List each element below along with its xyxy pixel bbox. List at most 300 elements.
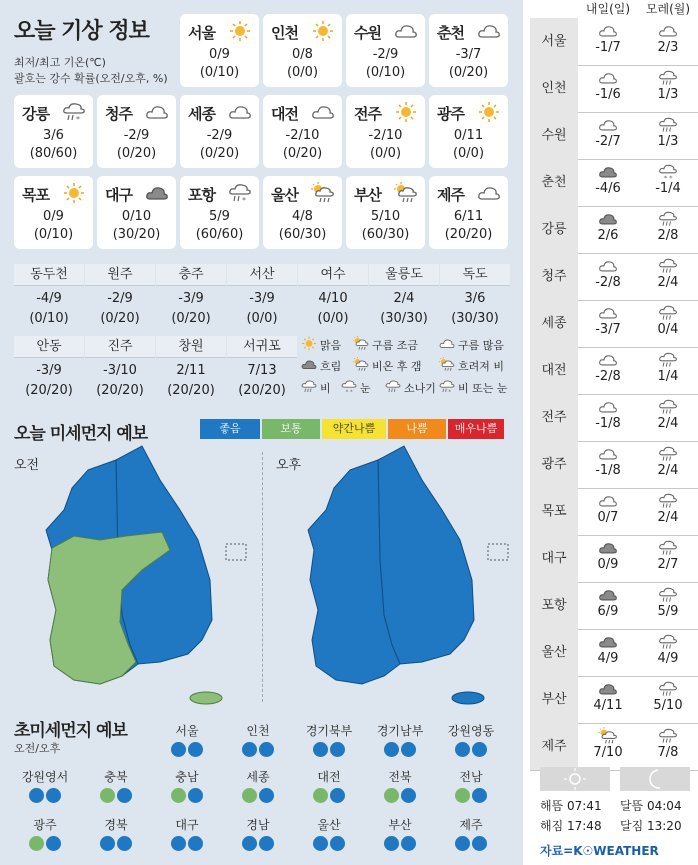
pm-region-name: 강원영서 bbox=[21, 770, 69, 784]
forecast-day1 bbox=[578, 163, 638, 197]
cell-temp: 2/4 bbox=[393, 291, 415, 306]
forecast-day2-temp: 1/3 bbox=[657, 134, 679, 149]
rain-icon bbox=[638, 633, 698, 651]
pm-region-name: 대구 bbox=[175, 818, 199, 832]
city-name: 강릉 bbox=[22, 105, 49, 123]
forecast-day2 bbox=[638, 163, 698, 197]
rain-icon bbox=[638, 116, 698, 134]
cell-prob: (20/20) bbox=[25, 383, 73, 398]
legend-item bbox=[352, 357, 422, 375]
forecast-city: 수원 bbox=[530, 112, 578, 159]
pm-am-dot bbox=[313, 742, 328, 757]
city-prob: (20/20) bbox=[444, 227, 493, 242]
pm-dots bbox=[440, 788, 502, 807]
city-temp: 0/9 bbox=[209, 47, 230, 62]
pm-region-name: 경기북부 bbox=[305, 724, 353, 738]
forecast-row bbox=[530, 253, 698, 301]
cell-prob: (30/30) bbox=[380, 311, 428, 326]
cloud-icon bbox=[578, 492, 638, 510]
pm-am-dot bbox=[384, 788, 399, 803]
table-cell bbox=[227, 264, 297, 332]
city-name: 제주 bbox=[437, 186, 464, 204]
forecast-day1 bbox=[578, 210, 638, 244]
sun-rain-icon bbox=[578, 727, 638, 745]
forecast-day2 bbox=[638, 633, 698, 667]
pm-pm-dot bbox=[401, 742, 416, 757]
pm-pm-dot bbox=[472, 836, 487, 851]
forecast-day1 bbox=[578, 22, 638, 56]
table-cell bbox=[14, 336, 84, 404]
forecast-day1 bbox=[578, 680, 638, 714]
cell-temp: -3/9 bbox=[249, 291, 275, 306]
forecast-day2-temp: 2/7 bbox=[657, 557, 679, 572]
cell-temp: 2/11 bbox=[176, 363, 206, 378]
forecast-row bbox=[530, 676, 698, 724]
forecast-city: 목포 bbox=[530, 488, 578, 535]
forecast-row bbox=[530, 394, 698, 442]
forecast-day2-temp: 2/4 bbox=[657, 510, 679, 525]
pm-am-dot bbox=[171, 742, 186, 757]
dark-cloud-icon bbox=[578, 586, 638, 604]
forecast-day1-temp: 0/7 bbox=[597, 510, 619, 525]
forecast-day1 bbox=[578, 398, 638, 432]
cell-temp: 7/13 bbox=[247, 363, 277, 378]
forecast-day1-temp: -2/7 bbox=[595, 134, 621, 149]
city-name: 대전 bbox=[271, 105, 298, 123]
dust-level: 좋음 bbox=[200, 419, 260, 439]
forecast-day1 bbox=[578, 116, 638, 150]
forecast-day2-temp: 2/4 bbox=[657, 463, 679, 478]
table-cell bbox=[227, 336, 297, 404]
pm-region-name: 부산 bbox=[388, 818, 412, 832]
legend-item bbox=[438, 357, 504, 375]
pm-region-name: 경북 bbox=[104, 818, 128, 832]
rain-icon bbox=[638, 539, 698, 557]
city-name: 울산 bbox=[271, 186, 298, 204]
city-temp: -2/9 bbox=[206, 128, 233, 143]
rain-snow-icon bbox=[61, 101, 87, 123]
sun-rain-icon bbox=[393, 182, 419, 204]
forecast-city: 강릉 bbox=[530, 206, 578, 253]
sun-outline-icon bbox=[540, 767, 610, 791]
forecast-day2 bbox=[638, 586, 698, 620]
pm-region-name: 대전 bbox=[317, 770, 341, 784]
city-card bbox=[263, 176, 342, 249]
pm-pm-dot bbox=[46, 788, 61, 803]
moonset-text: 달짐 13:20 bbox=[620, 819, 682, 833]
cloud-icon bbox=[578, 398, 638, 416]
city-prob: (0/0) bbox=[286, 65, 319, 80]
city-card bbox=[429, 95, 508, 168]
legend-label: 소나기 bbox=[404, 382, 436, 395]
pm-dots bbox=[156, 788, 218, 807]
city-card bbox=[346, 95, 425, 168]
pm-dots bbox=[440, 836, 502, 855]
rain-icon bbox=[638, 680, 698, 698]
temp-note: 최저/최고 기온(℃) bbox=[14, 56, 106, 69]
forecast-day2-temp: 2/4 bbox=[657, 416, 679, 431]
pm-pm-dot bbox=[330, 836, 345, 851]
forecast-day1 bbox=[578, 727, 638, 761]
city-temp: -2/10 bbox=[285, 128, 320, 143]
city-card bbox=[263, 14, 342, 87]
city-prob: (0/0) bbox=[369, 146, 402, 161]
forecast-day2 bbox=[638, 398, 698, 432]
cell-prob: (20/20) bbox=[96, 383, 144, 398]
cell-temp: -4/9 bbox=[36, 291, 62, 306]
city-prob: (60/60) bbox=[195, 227, 244, 242]
cloud-icon bbox=[638, 22, 698, 40]
pm-pm-dot bbox=[330, 788, 345, 803]
cloud-icon bbox=[438, 336, 456, 354]
pm-pm-dot bbox=[259, 788, 274, 803]
forecast-row bbox=[530, 582, 698, 630]
pm-region-name: 서울 bbox=[175, 724, 199, 738]
city-card bbox=[346, 14, 425, 87]
pm-region-name: 인천 bbox=[246, 724, 270, 738]
forecast-day1 bbox=[578, 539, 638, 573]
cloud-icon bbox=[310, 101, 336, 123]
rain-icon bbox=[384, 379, 402, 397]
city-card bbox=[263, 95, 342, 168]
pm-am-dot bbox=[455, 742, 470, 757]
city-prob: (0/20) bbox=[116, 146, 157, 161]
forecast-city: 포항 bbox=[530, 582, 578, 629]
forecast-day1-temp: -1/6 bbox=[595, 87, 621, 102]
forecast-row bbox=[530, 112, 698, 160]
forecast-day2 bbox=[638, 351, 698, 385]
dust-level: 약간나쁨 bbox=[322, 419, 386, 439]
forecast-row bbox=[530, 65, 698, 113]
cloud-icon bbox=[578, 351, 638, 369]
pm-region-name: 제주 bbox=[459, 818, 483, 832]
forecast-city: 전주 bbox=[530, 394, 578, 441]
cloud-icon bbox=[144, 101, 170, 123]
forecast-city: 울산 bbox=[530, 629, 578, 676]
pm-pm-dot bbox=[401, 788, 416, 803]
cell-temp: 3/6 bbox=[464, 291, 486, 306]
pm-pm-dot bbox=[117, 788, 132, 803]
city-prob: (0/20) bbox=[448, 65, 489, 80]
cloud-icon bbox=[578, 257, 638, 275]
cell-temp: -3/9 bbox=[36, 363, 62, 378]
legend-item bbox=[438, 336, 504, 354]
map-divider bbox=[262, 452, 263, 702]
forecast-day1-temp: -1/8 bbox=[595, 416, 621, 431]
right-panel bbox=[530, 0, 698, 865]
forecast-day2-temp: 1/3 bbox=[657, 87, 679, 102]
cell-prob: (0/20) bbox=[100, 311, 140, 326]
pm-pm-dot bbox=[472, 742, 487, 757]
forecast-day1-temp: -2/8 bbox=[595, 369, 621, 384]
moonrise-text: 달뜸 04:04 bbox=[620, 799, 682, 813]
forecast-row bbox=[530, 723, 698, 771]
cloud-icon bbox=[578, 22, 638, 40]
pm-region-name: 충남 bbox=[175, 770, 199, 784]
cell-temp: 4/10 bbox=[318, 291, 348, 306]
svg-text:*: * bbox=[242, 196, 246, 204]
pm-pm-dot bbox=[188, 742, 203, 757]
cloud-icon bbox=[578, 304, 638, 322]
forecast-day1 bbox=[578, 492, 638, 526]
legend-label: 구름 조금 bbox=[372, 339, 419, 352]
rain-icon bbox=[638, 492, 698, 510]
pm-pm-dot bbox=[330, 742, 345, 757]
forecast-day1 bbox=[578, 304, 638, 338]
cell-name: 충주 bbox=[156, 264, 226, 286]
forecast-day2-temp: 5/10 bbox=[653, 698, 683, 713]
pm-title: 초미세먼지 예보 bbox=[14, 721, 127, 741]
pm-pm-dot bbox=[117, 836, 132, 851]
forecast-day2-temp: 0/4 bbox=[657, 322, 679, 337]
forecast-day1-temp: -2/8 bbox=[595, 275, 621, 290]
cell-name: 동두천 bbox=[14, 264, 84, 286]
pm-am-dot bbox=[455, 836, 470, 851]
pm-am-dot bbox=[313, 788, 328, 803]
legend-label: 비온 후 갬 bbox=[372, 360, 422, 373]
forecast-day2 bbox=[638, 304, 698, 338]
city-name: 서울 bbox=[188, 24, 215, 42]
forecast-day2 bbox=[638, 116, 698, 150]
forecast-day2-temp: 4/9 bbox=[657, 651, 679, 666]
pm-region-name: 전남 bbox=[459, 770, 483, 784]
city-card bbox=[180, 95, 259, 168]
pm-region-name: 울산 bbox=[317, 818, 341, 832]
forecast-day2 bbox=[638, 210, 698, 244]
forecast-day1-temp: -1/8 bbox=[595, 463, 621, 478]
rain-icon bbox=[638, 586, 698, 604]
cell-name: 진주 bbox=[85, 336, 155, 358]
forecast-day2 bbox=[638, 492, 698, 526]
moon-outline-icon bbox=[620, 767, 690, 791]
cell-name: 원주 bbox=[85, 264, 155, 286]
city-name: 대구 bbox=[105, 186, 132, 204]
legend-item bbox=[438, 379, 508, 397]
city-name: 세종 bbox=[188, 105, 215, 123]
city-prob: (60/30) bbox=[361, 227, 410, 242]
city-prob: (0/0) bbox=[452, 146, 485, 161]
header-day1: 내일(일) bbox=[585, 2, 631, 16]
pm-am-dot bbox=[242, 788, 257, 803]
forecast-city: 춘천 bbox=[530, 159, 578, 206]
rain-icon bbox=[638, 69, 698, 87]
legend-item bbox=[300, 336, 341, 354]
pm-region-name: 전북 bbox=[388, 770, 412, 784]
pm-region-name: 세종 bbox=[246, 770, 270, 784]
city-name: 춘천 bbox=[437, 24, 464, 42]
pm-region-name: 광주 bbox=[33, 818, 57, 832]
city-name: 인천 bbox=[271, 24, 298, 42]
cell-name: 여수 bbox=[298, 264, 368, 286]
pm-dots bbox=[298, 836, 360, 855]
pm-am-dot bbox=[29, 788, 44, 803]
forecast-day1-temp: 6/9 bbox=[597, 604, 619, 619]
sun-box bbox=[540, 767, 610, 791]
city-temp: 3/6 bbox=[43, 128, 64, 143]
legend-label: 비 또는 눈 bbox=[458, 382, 508, 395]
city-temp: -2/10 bbox=[368, 128, 403, 143]
forecast-row bbox=[530, 488, 698, 536]
cell-prob: (0/0) bbox=[317, 311, 349, 326]
city-temp: 5/9 bbox=[209, 209, 230, 224]
ulleung-box-am bbox=[226, 544, 246, 560]
forecast-day2-temp: 1/4 bbox=[657, 369, 679, 384]
pm-pm-dot bbox=[472, 788, 487, 803]
forecast-row bbox=[530, 629, 698, 677]
forecast-row bbox=[530, 18, 698, 66]
cloud-icon bbox=[393, 20, 419, 42]
forecast-day2 bbox=[638, 680, 698, 714]
map-am bbox=[30, 440, 260, 710]
rain-icon bbox=[638, 445, 698, 463]
pm-dots bbox=[227, 788, 289, 807]
city-temp: 0/9 bbox=[43, 209, 64, 224]
svg-text:* *: * * bbox=[345, 389, 353, 394]
pm-region-name: 경기남부 bbox=[376, 724, 424, 738]
forecast-city: 대구 bbox=[530, 535, 578, 582]
forecast-day1 bbox=[578, 257, 638, 291]
city-temp: 0/11 bbox=[453, 128, 484, 143]
city-temp: -2/9 bbox=[372, 47, 399, 62]
sun-rain-icon bbox=[438, 357, 456, 375]
city-prob: (60/30) bbox=[278, 227, 327, 242]
rain-icon bbox=[638, 727, 698, 745]
pm-am-dot bbox=[242, 836, 257, 851]
cell-temp: -3/10 bbox=[103, 363, 137, 378]
table-cell bbox=[440, 264, 510, 332]
pm-dots bbox=[298, 742, 360, 761]
city-card bbox=[97, 95, 176, 168]
cell-prob: (30/30) bbox=[451, 311, 499, 326]
dark-cloud-icon bbox=[300, 357, 318, 375]
city-card bbox=[180, 176, 259, 249]
table-cell bbox=[369, 264, 439, 332]
pm-dots bbox=[440, 742, 502, 761]
pm-region-name: 강원영동 bbox=[447, 724, 495, 738]
table-cell bbox=[156, 264, 226, 332]
map-pm bbox=[292, 440, 522, 710]
cloud-icon bbox=[578, 445, 638, 463]
sunset-text: 해짐 17:48 bbox=[540, 819, 602, 833]
svg-text:* *: * * bbox=[663, 174, 673, 181]
city-name: 부산 bbox=[354, 186, 381, 204]
map-am-label: 오전 bbox=[14, 458, 40, 473]
forecast-day2-temp: 5/9 bbox=[657, 604, 679, 619]
legend-item bbox=[352, 336, 418, 354]
sun-icon bbox=[310, 20, 336, 42]
cell-name: 안동 bbox=[14, 336, 84, 358]
rain-icon bbox=[300, 379, 318, 397]
cloud-icon bbox=[476, 20, 502, 42]
pm-am-dot bbox=[29, 836, 44, 851]
korea-east-pm bbox=[378, 446, 474, 664]
forecast-city: 세종 bbox=[530, 300, 578, 347]
forecast-day2-temp: -1/4 bbox=[655, 181, 681, 196]
dark-cloud-icon bbox=[578, 163, 638, 181]
legend-label: 흐려져 비 bbox=[458, 360, 505, 373]
pm-am-dot bbox=[384, 836, 399, 851]
city-temp: 6/11 bbox=[453, 209, 484, 224]
forecast-day2 bbox=[638, 727, 698, 761]
city-card bbox=[180, 14, 259, 87]
city-name: 목포 bbox=[22, 186, 49, 204]
rain-snow-icon bbox=[438, 379, 456, 397]
city-prob: (30/20) bbox=[112, 227, 161, 242]
forecast-city: 인천 bbox=[530, 65, 578, 112]
cloud-icon bbox=[578, 69, 638, 87]
city-name: 수원 bbox=[354, 24, 381, 42]
dust-level: 매우나쁨 bbox=[448, 419, 504, 439]
forecast-city: 광주 bbox=[530, 441, 578, 488]
forecast-day2-temp: 2/4 bbox=[657, 275, 679, 290]
pm-pm-dot bbox=[259, 836, 274, 851]
cloud-icon bbox=[227, 101, 253, 123]
forecast-day1-temp: -3/7 bbox=[595, 322, 621, 337]
forecast-city: 부산 bbox=[530, 676, 578, 723]
city-temp: -2/9 bbox=[123, 128, 150, 143]
svg-text:*: * bbox=[76, 115, 80, 123]
legend-label: 흐림 bbox=[320, 360, 342, 373]
forecast-day2 bbox=[638, 539, 698, 573]
forecast-day2 bbox=[638, 69, 698, 103]
snow-icon bbox=[638, 163, 698, 181]
forecast-day1-temp: 4/9 bbox=[597, 651, 619, 666]
snow-icon bbox=[340, 379, 358, 397]
jeju-am bbox=[190, 692, 222, 704]
city-temp: 0/8 bbox=[292, 47, 313, 62]
cloud-icon bbox=[578, 116, 638, 134]
rain-icon bbox=[638, 351, 698, 369]
forecast-day2 bbox=[638, 257, 698, 291]
svg-text:*: * bbox=[448, 389, 452, 394]
ulleung-box-pm bbox=[488, 544, 508, 560]
forecast-day1 bbox=[578, 69, 638, 103]
city-prob: (0/10) bbox=[33, 227, 74, 242]
cell-name: 서귀포 bbox=[227, 336, 297, 358]
forecast-row bbox=[530, 159, 698, 207]
cell-prob: (0/0) bbox=[246, 311, 278, 326]
pm-dots bbox=[85, 788, 147, 807]
cell-name: 독도 bbox=[440, 264, 510, 286]
forecast-day2 bbox=[638, 22, 698, 56]
forecast-day1 bbox=[578, 633, 638, 667]
table-cell bbox=[85, 264, 155, 332]
pm-dots bbox=[85, 836, 147, 855]
legend-item bbox=[300, 379, 331, 397]
header-day2: 모레(월) bbox=[645, 2, 691, 16]
forecast-day1-temp: -4/6 bbox=[595, 181, 621, 196]
pm-pm-dot bbox=[259, 742, 274, 757]
map-pm-label: 오후 bbox=[276, 458, 302, 473]
pm-dots bbox=[298, 788, 360, 807]
sun-icon bbox=[393, 101, 419, 123]
rain-icon bbox=[638, 398, 698, 416]
prob-note: 괄호는 강수 확률(오전/오후, %) bbox=[14, 72, 168, 85]
forecast-day1-temp: 4/11 bbox=[593, 698, 623, 713]
cell-name: 서산 bbox=[227, 264, 297, 286]
legend-item bbox=[300, 357, 341, 375]
city-name: 포항 bbox=[188, 186, 215, 204]
pm-dots bbox=[227, 742, 289, 761]
forecast-row bbox=[530, 300, 698, 348]
city-temp: 5/10 bbox=[370, 209, 401, 224]
forecast-day1-temp: 2/6 bbox=[597, 228, 619, 243]
cell-prob: (0/20) bbox=[171, 311, 211, 326]
table-cell bbox=[85, 336, 155, 404]
forecast-day2-temp: 7/8 bbox=[657, 745, 679, 760]
forecast-day1-temp: 7/10 bbox=[593, 745, 623, 760]
cell-temp: -2/9 bbox=[107, 291, 133, 306]
